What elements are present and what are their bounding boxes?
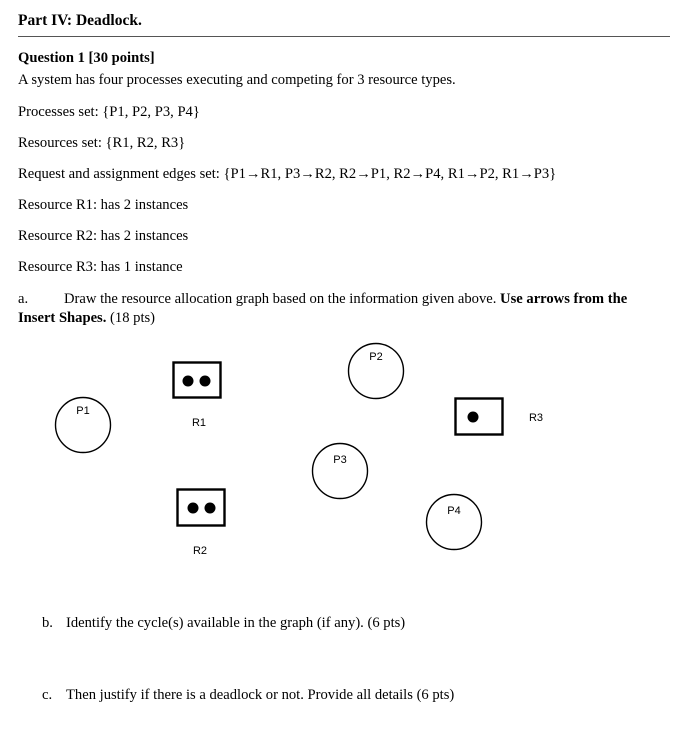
part-a-letter: a. (18, 291, 29, 307)
edges-set: Request and assignment edges set: {P1→R1, P3→R2, R2→P1, R2→P4, R1→P2, R1→P3} (18, 166, 557, 182)
resource-r2-instance-dot (188, 503, 199, 514)
process-p1-label: P1 (76, 405, 90, 417)
part-c-text: Then justify if there is a deadlock or not. Provide all details (6 pts) (66, 687, 455, 703)
part-c-prompt (42, 687, 454, 704)
part-a-points: (18 pts) (110, 310, 156, 326)
process-p1[interactable] (56, 398, 111, 453)
part-a-text: Draw the resource allocation graph based on the information given above. (64, 291, 497, 307)
section-heading: Part IV: Deadlock. (18, 12, 142, 29)
processes-set: Processes set: {P1, P2, P3, P4} (18, 104, 200, 120)
part-b-letter: b. (42, 615, 53, 631)
resource-r3[interactable] (456, 399, 544, 435)
resource-r1[interactable] (174, 363, 221, 430)
resource-r1-instance-dot (200, 376, 211, 387)
resource-r1-instances: Resource R1: has 2 instances (18, 197, 189, 213)
process-p4-circle (427, 495, 482, 550)
resource-r1-box (174, 363, 221, 398)
process-p3-label: P3 (333, 454, 347, 466)
resource-r2-label: R2 (192, 545, 208, 557)
process-p2[interactable] (349, 344, 404, 399)
process-p3[interactable] (313, 444, 368, 499)
process-p4[interactable] (427, 495, 482, 550)
resources-set: Resources set: {R1, R2, R3} (18, 135, 186, 151)
process-p4-label: P4 (447, 505, 461, 517)
resource-r2-instance-dot (205, 503, 216, 514)
resource-r3-instance-dot (468, 412, 479, 423)
resource-r1-label: R1 (191, 417, 207, 429)
part-b-prompt (42, 615, 405, 632)
process-p2-label: P2 (369, 351, 383, 363)
resource-r3-instances: Resource R3: has 1 instance (18, 259, 183, 275)
question-title: Question 1 [30 points] (18, 50, 155, 66)
resource-r3-box (456, 399, 503, 435)
part-c-letter: c. (42, 687, 53, 703)
resource-r3-label: R3 (528, 412, 544, 424)
resource-r2-box (178, 490, 225, 526)
part-b-text: Identify the cycle(s) available in the graph (if any). (6 pts) (66, 615, 406, 631)
resource-r1-instance-dot (183, 376, 194, 387)
resource-r2[interactable] (178, 490, 225, 558)
part-a-bold-instruction: Use arrows from the Insert Shapes. (18, 291, 628, 326)
process-p3-circle (313, 444, 368, 499)
resource-r2-instances: Resource R2: has 2 instances (18, 228, 189, 244)
question-description: A system has four processes executing and competing for 3 resource types. (18, 72, 456, 88)
